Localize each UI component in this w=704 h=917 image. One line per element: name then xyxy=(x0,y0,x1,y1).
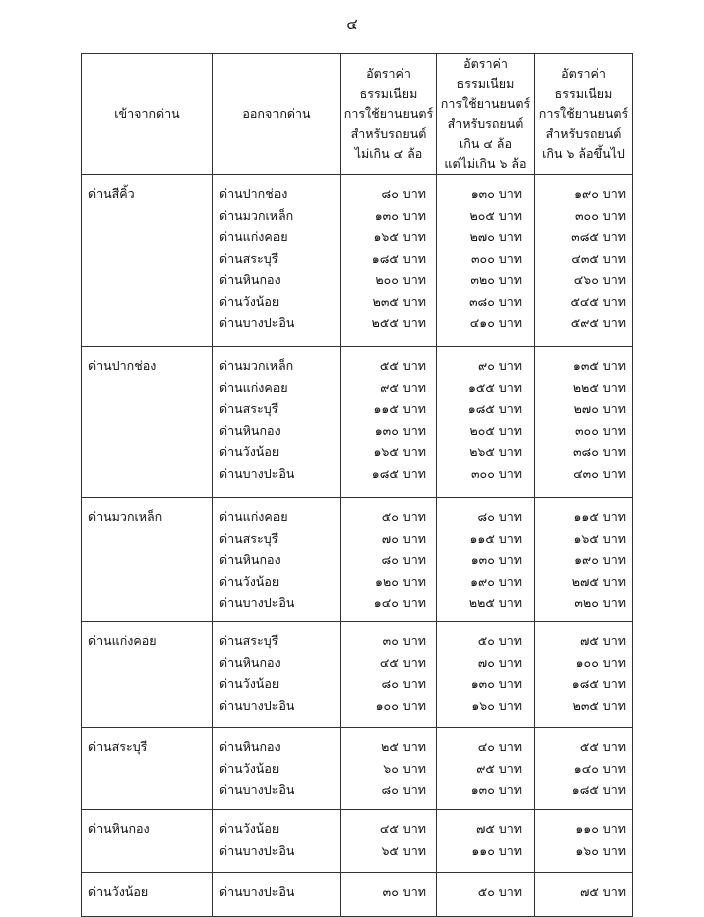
entry-plaza-name: ด่านหินกอง xyxy=(88,821,150,836)
toll-rate-value: ๒๕๕ บาท xyxy=(371,315,426,330)
rate-cell-3 xyxy=(535,728,633,810)
toll-rate-table xyxy=(81,53,633,917)
header-rate-over-6-wheels: อัตราค่าธรรมเนียม การใช้ยานยนตร์ สำหรับรถยนต์ เกิน ๖ ล้อขึ้นไป xyxy=(535,54,633,175)
toll-rate-value: ๒๒๕ บาท xyxy=(468,595,522,610)
toll-rate-value: ๕๕ บาท xyxy=(379,358,426,373)
toll-rate-value: ๑๓๐ บาท xyxy=(470,782,522,797)
toll-rate-value: ๑๐๐ บาท xyxy=(575,654,626,670)
exit-plaza-name: ด่านหินกอง xyxy=(219,422,281,438)
exit-plaza-name: ด่านบางปะอิน xyxy=(219,782,295,797)
toll-rate-value: ๓๐๐ บาท xyxy=(471,465,522,481)
header-exit: ออกจากด่าน xyxy=(213,54,341,175)
exit-plaza-name: ด่านบางปะอิน xyxy=(219,465,295,481)
toll-rate-value: ๒๐๕ บาท xyxy=(469,207,522,223)
toll-rate-value: ๘๐ บาท xyxy=(381,552,426,567)
rate-cell-2 xyxy=(437,175,535,347)
entry-plaza-name: ด่านปากช่อง xyxy=(88,358,157,373)
toll-rate-value: ๗๐ บาท xyxy=(381,530,426,546)
toll-rate-value: ๑๔๐ บาท xyxy=(373,595,426,610)
exit-plaza-name: ด่านวังน้อย xyxy=(219,293,280,309)
toll-rate-value: ๕๐ บาท xyxy=(477,884,522,899)
exit-plaza-cell xyxy=(213,175,341,347)
toll-rate-value: ๕๙๕ บาท xyxy=(570,315,626,330)
toll-rate-value: ๔๕ บาท xyxy=(379,821,426,836)
table-row xyxy=(82,347,633,498)
header-entry: เข้าจากด่าน xyxy=(82,54,213,175)
rate-cell-2 xyxy=(437,810,535,873)
toll-rate-value: ๑๑๐ บาท xyxy=(471,842,522,858)
exit-plaza-name: ด่านปากช่อง xyxy=(219,186,288,201)
entry-plaza-cell xyxy=(82,175,213,347)
table-row xyxy=(82,175,633,347)
toll-rate-value: ๗๕ บาท xyxy=(579,633,626,648)
toll-rate-value: ๑๖๕ บาท xyxy=(373,444,426,459)
toll-rate-value: ๑๓๐ บาท xyxy=(470,676,522,691)
toll-rate-value: ๑๒๐ บาท xyxy=(375,573,426,589)
toll-rate-value: ๔๐ บาท xyxy=(477,739,522,754)
table-row xyxy=(82,622,633,728)
toll-rate-value: ๑๙๐ บาท xyxy=(470,573,522,589)
rate-cell-1 xyxy=(341,728,437,810)
toll-rate-value: ๑๖๐ บาท xyxy=(575,842,626,858)
entry-plaza-cell xyxy=(82,347,213,498)
toll-rate-value: ๕๐ บาท xyxy=(381,509,426,524)
toll-rate-value: ๗๕ บาท xyxy=(579,884,626,899)
toll-rate-value: ๘๐ บาท xyxy=(381,782,426,797)
toll-rate-value: ๑๑๐ บาท xyxy=(575,821,626,836)
toll-rate-value: ๑๓๐ บาท xyxy=(470,552,522,567)
exit-plaza-name: ด่านบางปะอิน xyxy=(219,697,295,713)
rate-cell-1 xyxy=(341,347,437,498)
toll-rate-value: ๑๓๕ บาท xyxy=(572,358,626,373)
toll-rate-value: ๕๔๕ บาท xyxy=(570,293,626,309)
exit-plaza-name: ด่านวังน้อย xyxy=(219,676,280,691)
toll-rate-value: ๔๓๐ บาท xyxy=(573,465,626,481)
toll-rate-value: ๓๒๐ บาท xyxy=(574,595,626,610)
entry-plaza-cell xyxy=(82,873,213,917)
toll-rate-value: ๑๖๐ บาท xyxy=(471,697,522,713)
toll-rate-value: ๓๒๐ บาท xyxy=(470,272,522,287)
rate-cell-3 xyxy=(535,873,633,917)
toll-rate-value: ๑๔๐ บาท xyxy=(573,760,626,776)
toll-rate-value: ๓๐๐ บาท xyxy=(575,422,626,438)
toll-rate-value: ๖๕ บาท xyxy=(381,842,426,858)
exit-plaza-name: ด่านวังน้อย xyxy=(219,760,280,776)
rate-cell-1 xyxy=(341,498,437,622)
exit-plaza-name: ด่านหินกอง xyxy=(219,739,281,754)
exit-plaza-name: ด่านบางปะอิน xyxy=(219,315,295,330)
exit-plaza-cell xyxy=(213,728,341,810)
table-row xyxy=(82,873,633,917)
toll-rate-value: ๙๕ บาท xyxy=(476,760,522,776)
exit-plaza-name: ด่านหินกอง xyxy=(219,552,281,567)
entry-plaza-name: ด่านวังน้อย xyxy=(88,884,149,899)
toll-rate-value: ๑๑๕ บาท xyxy=(373,401,426,416)
entry-plaza-cell xyxy=(82,498,213,622)
rate-cell-2 xyxy=(437,622,535,728)
rate-cell-1 xyxy=(341,175,437,347)
toll-rate-value: ๓๐๐ บาท xyxy=(471,250,522,266)
rate-cell-3 xyxy=(535,175,633,347)
toll-rate-value: ๒๓๕ บาท xyxy=(372,293,426,309)
exit-plaza-name: ด่านแก่งคอย xyxy=(219,509,288,524)
exit-plaza-name: ด่านหินกอง xyxy=(219,272,281,287)
toll-rate-value: ๑๙๐ บาท xyxy=(574,552,626,567)
toll-rate-value: ๑๘๕ บาท xyxy=(571,676,626,691)
toll-rate-value: ๑๑๕ บาท xyxy=(573,509,626,524)
toll-rate-value: ๖๐ บาท xyxy=(383,760,426,776)
rate-cell-3 xyxy=(535,347,633,498)
toll-rate-value: ๙๕ บาท xyxy=(380,379,426,395)
header-row xyxy=(82,54,633,175)
exit-plaza-name: ด่านบางปะอิน xyxy=(219,595,295,610)
toll-rate-value: ๗๐ บาท xyxy=(477,654,522,670)
toll-rate-value: ๑๖๕ บาท xyxy=(573,530,626,546)
toll-rate-value: ๘๐ บาท xyxy=(381,676,426,691)
exit-plaza-name: ด่านมวกเหล็ก xyxy=(219,207,294,223)
exit-plaza-name: ด่านสระบุรี xyxy=(219,633,279,648)
toll-rate-value: ๓๘๐ บาท xyxy=(573,444,626,459)
toll-rate-value: ๔๓๕ บาท xyxy=(571,250,626,266)
page-number: ๔ xyxy=(346,15,358,33)
exit-plaza-name: ด่านวังน้อย xyxy=(219,444,280,459)
toll-rate-value: ๒๖๕ บาท xyxy=(469,444,522,459)
rate-cell-3 xyxy=(535,498,633,622)
toll-rate-value: ๒๐๐ บาท xyxy=(375,272,426,287)
exit-plaza-cell xyxy=(213,622,341,728)
toll-rate-value: ๑๑๕ บาท xyxy=(469,530,522,546)
exit-plaza-name: ด่านสระบุรี xyxy=(219,530,279,546)
exit-plaza-name: ด่านสระบุรี xyxy=(219,401,279,416)
entry-plaza-cell xyxy=(82,810,213,873)
toll-rate-value: ๓๐๐ บาท xyxy=(575,207,626,223)
toll-rate-value: ๕๕ บาท xyxy=(579,739,626,754)
toll-rate-value: ๗๕ บาท xyxy=(475,821,522,836)
rate-cell-1 xyxy=(341,873,437,917)
toll-rate-value: ๙๐ บาท xyxy=(478,358,522,373)
exit-plaza-cell xyxy=(213,873,341,917)
toll-rate-value: ๒๗๐ บาท xyxy=(573,401,626,416)
toll-rate-value: ๔๖๐ บาท xyxy=(573,272,626,287)
exit-plaza-cell xyxy=(213,810,341,873)
entry-plaza-name: ด่านสระบุรี xyxy=(88,739,148,754)
toll-rate-value: ๒๓๕ บาท xyxy=(572,697,626,713)
table-row xyxy=(82,810,633,873)
toll-rate-value: ๑๘๕ บาท xyxy=(371,250,426,266)
exit-plaza-name: ด่านบางปะอิน xyxy=(219,842,295,858)
exit-plaza-name: ด่านบางปะอิน xyxy=(219,884,295,899)
table-row xyxy=(82,728,633,810)
toll-rate-value: ๓๘๐ บาท xyxy=(469,293,522,309)
toll-rate-value: ๔๑๐ บาท xyxy=(469,315,522,330)
exit-plaza-name: ด่านหินกอง xyxy=(219,654,281,670)
toll-rate-value: ๒๒๕ บาท xyxy=(572,379,626,395)
toll-rate-value: ๑๘๕ บาท xyxy=(371,465,426,481)
rate-cell-1 xyxy=(341,810,437,873)
toll-rate-value: ๕๐ บาท xyxy=(477,633,522,648)
toll-rate-value: ๑๓๐ บาท xyxy=(470,186,522,201)
exit-plaza-cell xyxy=(213,498,341,622)
exit-plaza-name: ด่านวังน้อย xyxy=(219,821,280,836)
rate-cell-3 xyxy=(535,810,633,873)
toll-rate-value: ๘๐ บาท xyxy=(381,186,426,201)
rate-cell-2 xyxy=(437,873,535,917)
header-rate-up-to-4-wheels: อัตราค่าธรรมเนียม การใช้ยานยนตร์ สำหรับรถยนต์ ไม่เกิน ๔ ล้อ xyxy=(341,54,437,175)
toll-rate-value: ๑๖๕ บาท xyxy=(373,229,426,244)
toll-rate-value: ๑๘๕ บาท xyxy=(467,401,522,416)
toll-rate-value: ๑๓๐ บาท xyxy=(374,422,426,438)
toll-rate-value: ๒๗๐ บาท xyxy=(469,229,522,244)
entry-plaza-name: ด่านสีคิ้ว xyxy=(88,186,135,201)
entry-plaza-cell xyxy=(82,622,213,728)
exit-plaza-name: ด่านแก่งคอย xyxy=(219,379,288,395)
rate-cell-3 xyxy=(535,622,633,728)
toll-rate-value: ๓๐ บาท xyxy=(382,633,426,648)
exit-plaza-name: ด่านสระบุรี xyxy=(219,250,279,266)
exit-plaza-name: ด่านวังน้อย xyxy=(219,573,280,589)
entry-plaza-name: ด่านแก่งคอย xyxy=(88,633,157,648)
toll-rate-value: ๓๘๕ บาท xyxy=(571,229,626,244)
entry-plaza-name: ด่านมวกเหล็ก xyxy=(88,509,163,524)
toll-rate-value: ๒๐๕ บาท xyxy=(469,422,522,438)
rate-cell-2 xyxy=(437,498,535,622)
toll-rate-value: ๑๘๕ บาท xyxy=(571,782,626,797)
toll-rate-value: ๔๕ บาท xyxy=(379,654,426,670)
toll-rate-value: ๒๕ บาท xyxy=(381,739,426,754)
toll-rate-value: ๑๕๕ บาท xyxy=(467,379,522,395)
toll-rate-value: ๑๓๐ บาท xyxy=(374,207,426,223)
exit-plaza-cell xyxy=(213,347,341,498)
toll-rate-value: ๓๐ บาท xyxy=(382,884,426,899)
toll-rate-value: ๒๗๕ บาท xyxy=(571,573,626,589)
table-row xyxy=(82,498,633,622)
rate-cell-1 xyxy=(341,622,437,728)
toll-rate-value: ๑๐๐ บาท xyxy=(375,697,426,713)
header-rate-4-to-6-wheels: อัตราค่าธรรมเนียม การใช้ยานยนตร์ สำหรับรถยนต์ เกิน ๔ ล้อ แต่ไม่เกิน ๖ ล้อ xyxy=(437,54,535,175)
rate-cell-2 xyxy=(437,347,535,498)
entry-plaza-cell xyxy=(82,728,213,810)
exit-plaza-name: ด่านมวกเหล็ก xyxy=(219,358,294,373)
rate-cell-2 xyxy=(437,728,535,810)
exit-plaza-name: ด่านแก่งคอย xyxy=(219,229,288,244)
toll-rate-value: ๘๐ บาท xyxy=(477,509,522,524)
toll-rate-value: ๑๙๐ บาท xyxy=(574,186,626,201)
